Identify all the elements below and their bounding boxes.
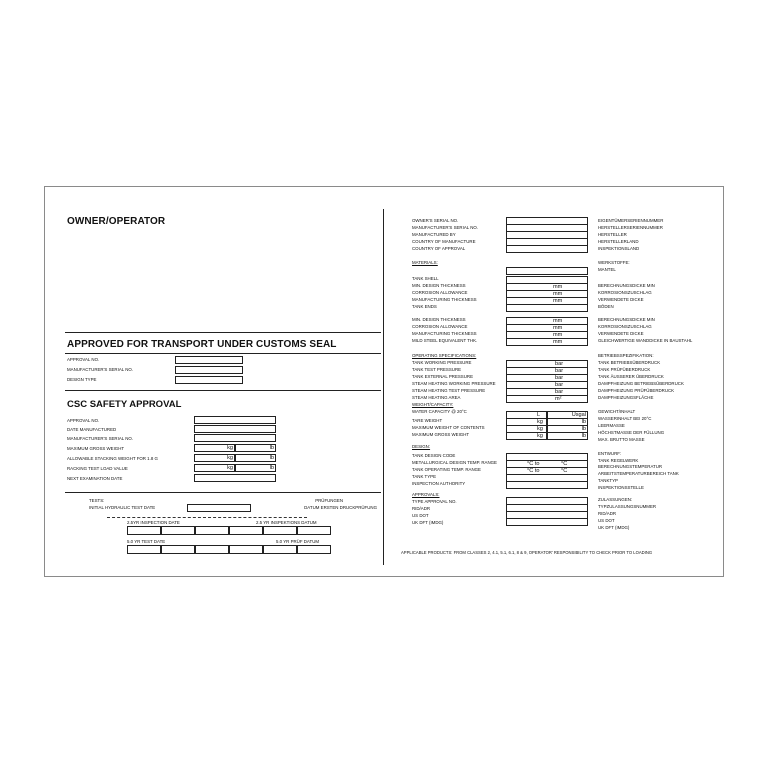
- design-title-de: ENTWURF:: [598, 451, 622, 456]
- tank-ends-label-de: BÖDEN: [598, 304, 614, 309]
- unit-bar: bar: [555, 389, 564, 395]
- csc-racking-lb-field[interactable]: [235, 464, 276, 472]
- unit-c: °C: [561, 461, 568, 467]
- unit-kg: kg: [537, 426, 543, 432]
- test-5-label: 5.0 YR TEST DATE: [127, 539, 166, 544]
- divider: [65, 390, 381, 391]
- type-approval-label-de: TYPZULASSUNGSNUMMER: [598, 504, 657, 509]
- test-5-date-field-6[interactable]: [297, 545, 331, 554]
- operating-title: OPERATING SPECIFICATIONS:: [412, 353, 477, 358]
- csc-approval-field[interactable]: [194, 416, 276, 424]
- customs-serial-label: MANUFACTURER'S SERIAL NO.: [67, 367, 134, 372]
- tank-type-label-de: TANKTYP: [598, 478, 618, 483]
- water-capacity-label: WATER CAPACITY @ 20°C: [412, 409, 467, 414]
- operating-temp-label: TANK OPERATING TEMP. RANGE: [412, 467, 481, 472]
- customs-seal-title: APPROVED FOR TRANSPORT UNDER CUSTOMS SEAL: [67, 339, 337, 350]
- inspection-25-label-de: 2.5 YR INSPEKTIONS DATUM: [256, 520, 317, 525]
- test-5-date-field-5[interactable]: [263, 545, 297, 554]
- metallurgical-temp-label: METALLURGICAL DESIGN TEMP. RANGE: [412, 460, 497, 465]
- tests-title-de: PRÜFUNGEN: [315, 498, 343, 503]
- customs-design-type-field[interactable]: [175, 376, 243, 384]
- test-5-date-field-1[interactable]: [127, 545, 161, 554]
- divider: [107, 517, 307, 518]
- max-gross-lb-field[interactable]: [547, 432, 588, 440]
- unit-mm: mm: [553, 291, 563, 297]
- unit-mm: mm: [553, 339, 563, 345]
- divider: [65, 332, 381, 333]
- unit-lb: lb: [581, 433, 586, 439]
- type-approval-label: TYPE APPROVAL NO.: [412, 499, 457, 504]
- test-pressure-label-de: TANK PRÜFÜBERDRUCK: [598, 367, 651, 372]
- csc-date-label: DATE MANUFACTURED: [67, 427, 117, 432]
- max-contents-label-de: HÖCHSTMASSE DER FÜLLUNG: [598, 430, 665, 435]
- csc-max-gross-lb-field[interactable]: [235, 444, 276, 452]
- shell-min-thickness-label-de: BERECHNUNGSDICKE MIN: [598, 283, 655, 288]
- working-pressure-label: TANK WORKING PRESSURE: [412, 360, 472, 365]
- uk-dft-field[interactable]: [506, 518, 588, 526]
- shell-corrosion-label-de: KORROSIONSZUSCHLAG: [598, 290, 652, 295]
- customs-design-type-label: DESIGN TYPE: [67, 377, 97, 382]
- csc-racking-kg-field[interactable]: [194, 464, 235, 472]
- inspection-25-date-field-6[interactable]: [297, 526, 331, 535]
- unit-c: °C: [561, 468, 568, 474]
- unit-bar: bar: [555, 368, 564, 374]
- unit-mm: mm: [553, 332, 563, 338]
- materials-title-de: WERKSTOFFE:: [598, 260, 630, 265]
- shell-mfg-thickness-label: MANUFACTURING THICKNESS: [412, 297, 477, 302]
- ends-min-thickness-label-de: BERECHNUNGSDICKE MIN: [598, 317, 655, 322]
- csc-max-gross-label: MAXIMUM GROSS WEIGHT: [67, 446, 125, 451]
- csc-racking-label: RACKING TEST LOAD VALUE: [67, 466, 128, 471]
- steam-area-label: STEAM HEATING AREA: [412, 395, 461, 400]
- unit-kg: kg: [227, 465, 233, 471]
- max-gross-label-de: MAX. BRUTTO MASSE: [598, 437, 645, 442]
- steam-area-label-de: DAMPFHEIZUNGSFLÄCHE: [598, 395, 654, 400]
- steam-test-label: STEAM HEATING TEST PRESSURE: [412, 388, 486, 393]
- inspection-authority-field[interactable]: [506, 481, 588, 489]
- unit-m2: m²: [555, 396, 562, 402]
- tare-weight-label: TARE WEIGHT: [412, 418, 443, 423]
- inspection-authority-label: INSPECTION AUTHORITY: [412, 481, 466, 486]
- rid-adr-label-de: RID/ADR: [598, 511, 617, 516]
- uk-dft-label-de: UK DFT (IMDG): [598, 525, 630, 530]
- weight-capacity-title-de: GEWICHT/INHALT: [598, 409, 636, 414]
- csc-next-exam-label: NEXT EXAMINATION DATE: [67, 476, 123, 481]
- unit-usgal: Usgal: [571, 412, 586, 418]
- rid-adr-label: RID/ADR: [412, 506, 431, 511]
- inspection-25-date-field-3[interactable]: [195, 526, 229, 535]
- divider: [65, 353, 381, 354]
- max-gross-label: MAXIMUM GROSS WEIGHT: [412, 432, 470, 437]
- uk-dft-label: UK DFT (IMDG): [412, 520, 444, 525]
- unit-bar: bar: [555, 382, 564, 388]
- steam-area-field[interactable]: [506, 395, 588, 403]
- operating-temp-label-de: ARBEITSTEMPERATURBEREICH TANK: [598, 471, 679, 476]
- manufacturer-serial-label: MANUFACTURER'S SERIAL NO.: [412, 225, 479, 230]
- country-approval-field[interactable]: [506, 245, 588, 253]
- us-dot-label: US DOT: [412, 513, 429, 518]
- panel-separator: [383, 209, 384, 565]
- inspection-25-date-field-5[interactable]: [263, 526, 297, 535]
- unit-mm: mm: [553, 318, 563, 324]
- customs-approval-label: APPROVAL NO.: [67, 357, 100, 362]
- unit-lb: lb: [269, 445, 274, 451]
- steam-test-label-de: DAMPFHEIZUNG PRÜFÜBERDRUCK: [598, 388, 675, 393]
- inspection-25-date-field-2[interactable]: [161, 526, 195, 535]
- mild-steel-label: MILD STEEL EQUIVALENT THK.: [412, 338, 478, 343]
- ends-corrosion-label-de: KORROSIONSZUSCHLAG: [598, 324, 652, 329]
- hydraulic-test-label-de: DATUM ERSTEN DRUCKPRÜFUNG: [304, 505, 377, 510]
- tank-ends-field[interactable]: [506, 304, 588, 312]
- design-code-label-de: TANK REGELWERK: [598, 458, 639, 463]
- design-code-label: TANK DESIGN CODE: [412, 453, 456, 458]
- design-title: DESIGN:: [412, 444, 431, 449]
- mild-steel-label-de: GLEICHWERTIGE WANDDICKE IN BAUSTAHL: [598, 338, 693, 343]
- mild-steel-field[interactable]: [506, 338, 588, 346]
- owner-serial-label-de: EIGENTÜMERSERIENNUMMER: [598, 218, 664, 223]
- inspection-authority-label-de: INSPEKTIONSSTELLE: [598, 485, 644, 490]
- test-5-label-de: 5.0 YR PRÜF DATUM: [276, 539, 320, 544]
- shell-min-thickness-label: MIN. DESIGN THICKNESS: [412, 283, 466, 288]
- tank-data-plate: [44, 186, 724, 577]
- unit-kg: kg: [537, 419, 543, 425]
- unit-lb: lb: [269, 465, 274, 471]
- manufacturer-serial-label-de: HERSTELLERSERIENNUMMER: [598, 225, 663, 230]
- unit-c-to: °C to: [527, 468, 540, 474]
- unit-bar: bar: [555, 361, 564, 367]
- tank-ends-label: TANK ENDS: [412, 304, 437, 309]
- unit-lb: lb: [581, 426, 586, 432]
- test-pressure-label: TANK TEST PRESSURE: [412, 367, 462, 372]
- metallurgical-temp-label-de: BERECHNUNGSTEMPERATUR: [598, 464, 663, 469]
- external-pressure-label-de: TANK ÄUSSERER ÜBERDRUCK: [598, 374, 664, 379]
- approvals-title-de: ZULASSUNGEN:: [598, 497, 633, 502]
- steam-working-label-de: DAMPFHEIZUNG BETRIEBSÜBERDRUCK: [598, 381, 684, 386]
- working-pressure-label-de: TANK BETRIEBSÜBERDRUCK: [598, 360, 661, 365]
- manufactured-by-label: MANUFACTURED BY: [412, 232, 456, 237]
- ends-min-thickness-label: MIN. DESIGN THICKNESS: [412, 317, 466, 322]
- csc-stacking-label: ALLOWABLE STACKING WEIGHT FOR 1.8 G: [67, 456, 158, 461]
- unit-lb: lb: [581, 419, 586, 425]
- tank-shell-label: TANK SHELL: [412, 276, 439, 281]
- ends-mfg-thickness-label-de: VERWENDETE DICKE: [598, 331, 644, 336]
- max-contents-label: MAXIMUM WEIGHT OF CONTENTS: [412, 425, 485, 430]
- csc-max-gross-kg-field[interactable]: [194, 444, 235, 452]
- unit-mm: mm: [553, 284, 563, 290]
- weight-capacity-title: WEIGHT/CAPACITY:: [412, 402, 454, 407]
- water-capacity-label-de: WASSERINHALT BEI 20°C: [598, 416, 652, 421]
- country-approval-label: COUNTRY OF APPROVAL: [412, 246, 466, 251]
- unit-bar: bar: [555, 375, 564, 381]
- unit-mm: mm: [553, 325, 563, 331]
- customs-approval-field[interactable]: [175, 356, 243, 364]
- tare-weight-label-de: LEERMASSE: [598, 423, 625, 428]
- unit-l: L: [537, 412, 541, 418]
- ends-corrosion-label: CORROSION ALLOWANCE: [412, 324, 468, 329]
- unit-lb: lb: [269, 455, 274, 461]
- csc-safety-title: CSC SAFETY APPROVAL: [67, 399, 182, 410]
- unit-kg: kg: [227, 445, 233, 451]
- owner-operator-title: OWNER/OPERATOR: [67, 216, 166, 227]
- applicable-products-note: APPLICABLE PRODUCTS: FROM CLASSES 2, 4.1, 5.1, 6.1, 8 & 9, OPERATOR' RESPONSIBILITY TO CHECK PRIOR TO LOADING: [401, 550, 653, 555]
- unit-c-to: °C to: [527, 461, 540, 467]
- csc-serial-label: MANUFACTURER'S SERIAL NO.: [67, 436, 134, 441]
- inspection-25-date-field-4[interactable]: [229, 526, 263, 535]
- shell-label-de: MANTEL: [598, 267, 616, 272]
- us-dot-label-de: US DOT: [598, 518, 615, 523]
- csc-next-exam-field[interactable]: [194, 474, 276, 482]
- approvals-title: APPROVALS:: [412, 492, 440, 497]
- test-5-date-field-3[interactable]: [195, 545, 229, 554]
- manufactured-by-label-de: HERSTELLER: [598, 232, 627, 237]
- steam-working-label: STEAM HEATING WORKING PRESSURE: [412, 381, 496, 386]
- tests-title: TESTS:: [89, 498, 105, 503]
- shell-corrosion-label: CORROSION ALLOWANCE: [412, 290, 468, 295]
- max-gross-kg-field[interactable]: [506, 432, 547, 440]
- customs-serial-field[interactable]: [175, 366, 243, 374]
- csc-date-field[interactable]: [194, 425, 276, 433]
- inspection-25-date-field-1[interactable]: [127, 526, 161, 535]
- operating-title-de: BETRIEBSSPEZIFIKATION:: [598, 353, 654, 358]
- country-manufacture-label: COUNTRY OF MANUFACTURE: [412, 239, 476, 244]
- hydraulic-test-date-field[interactable]: [187, 504, 251, 512]
- unit-kg: kg: [537, 433, 543, 439]
- test-5-date-field-2[interactable]: [161, 545, 195, 554]
- csc-approval-label: APPROVAL NO.: [67, 418, 100, 423]
- country-approval-label-de: INSPEKTIONSLAND: [598, 246, 640, 251]
- test-5-date-field-4[interactable]: [229, 545, 263, 554]
- ends-mfg-thickness-label: MANUFACTURING THICKNESS: [412, 331, 477, 336]
- hydraulic-test-label: INITIAL HYDRAULIC TEST DATE: [89, 505, 156, 510]
- unit-mm: mm: [553, 298, 563, 304]
- csc-serial-field[interactable]: [194, 434, 276, 442]
- country-manufacture-label-de: HERSTELLERLAND: [598, 239, 639, 244]
- csc-stacking-lb-field[interactable]: [235, 454, 276, 462]
- shell-mfg-thickness-label-de: VERWENDETE DICKE: [598, 297, 644, 302]
- unit-kg: kg: [227, 455, 233, 461]
- owner-serial-label: OWNER'S SERIAL NO.: [412, 218, 459, 223]
- materials-title: MATERIALS:: [412, 260, 438, 265]
- external-pressure-label: TANK EXTERNAL PRESSURE: [412, 374, 473, 379]
- inspection-25-label: 2.5YR INSPECTION DATE: [127, 520, 180, 525]
- divider: [65, 492, 381, 493]
- tank-type-label: TANK TYPE: [412, 474, 436, 479]
- materials-field[interactable]: [506, 267, 588, 275]
- csc-stacking-kg-field[interactable]: [194, 454, 235, 462]
